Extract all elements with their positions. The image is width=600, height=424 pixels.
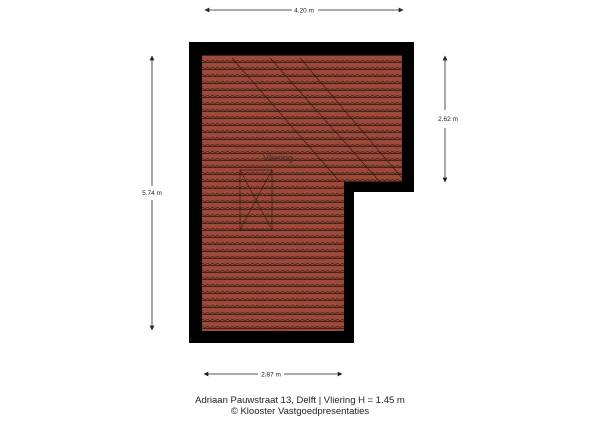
dimension-right-label: 2.62 m xyxy=(438,116,458,123)
dimension-bottom xyxy=(204,372,342,379)
dimension-top-label: 4.20 m xyxy=(294,7,314,15)
dimension-top xyxy=(205,8,403,15)
caption-address: Adriaan Pauwstraat 13, Delft | Vliering H = 1.45 m xyxy=(195,395,405,406)
room-label: Vliering xyxy=(262,153,294,163)
dimension-left-label: 5.74 m xyxy=(142,190,162,197)
caption-credit: © Klooster Vastgoedpresentaties xyxy=(230,406,370,417)
dimension-left xyxy=(142,56,162,330)
roof-area xyxy=(202,55,402,331)
dimension-right xyxy=(438,56,458,182)
dimension-bottom-label: 2.87 m xyxy=(261,371,281,379)
